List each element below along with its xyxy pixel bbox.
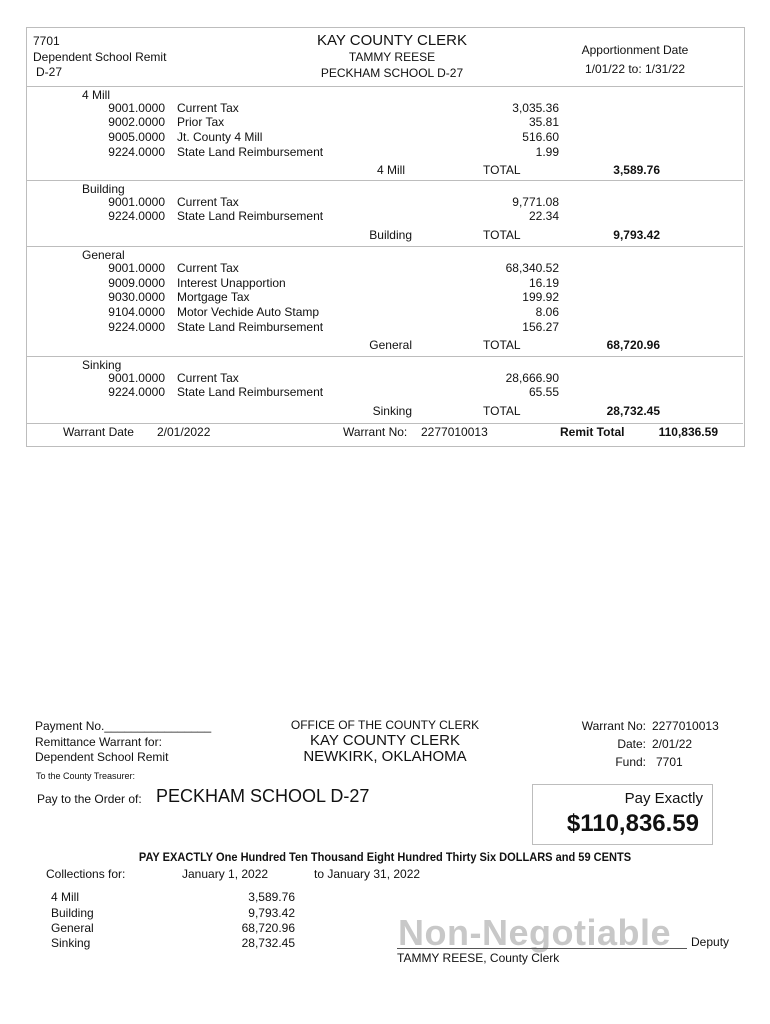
remit-id: 7701 xyxy=(33,34,60,48)
signer-name: TAMMY REESE, County Clerk xyxy=(397,951,560,965)
signature-line xyxy=(397,948,687,949)
line-item: 9005.0000 Jt. County 4 Mill 516.60 xyxy=(108,130,559,144)
warrant-date: 2/01/2022 xyxy=(157,425,211,439)
warrant-stub-date: 2/01/22 xyxy=(652,737,693,751)
line-item: 9224.0000 State Land Reimbursement 22.34 xyxy=(108,209,559,223)
collections-list xyxy=(0,890,330,954)
line-item: 9224.0000 State Land Reimbursement 1.99 xyxy=(108,145,559,159)
fund-total-row: General TOTAL 68,720.96 xyxy=(369,338,660,352)
pay-order-label: Pay to the Order of: xyxy=(37,792,142,806)
collection-amount: 9,793.42 xyxy=(248,906,295,920)
collections-to: to January 31, 2022 xyxy=(314,867,421,881)
office-title: OFFICE OF THE COUNTY CLERK xyxy=(290,718,480,732)
collections-from: January 1, 2022 xyxy=(182,867,269,881)
office-county: KAY COUNTY CLERK xyxy=(309,732,461,749)
apportionment-label: Apportionment Date xyxy=(581,43,689,57)
pay-exactly-label: Pay Exactly xyxy=(624,790,703,807)
fund-section-general xyxy=(0,248,770,356)
fund-total-row: Building TOTAL 9,793.42 xyxy=(369,228,660,242)
fund-section-sinking xyxy=(0,358,770,422)
deputy-label: Deputy xyxy=(691,935,730,949)
line-item: 9009.0000 Interest Unapportion 16.19 xyxy=(108,276,559,290)
non-negotiable-stamp: Non-Negotiable xyxy=(398,912,671,953)
line-item: 9001.0000 Current Tax 28,666.90 xyxy=(108,371,559,385)
line-item: 9224.0000 State Land Reimbursement 156.27 xyxy=(108,320,559,334)
remit-type: Dependent School Remit xyxy=(33,50,167,64)
remittance-for: Remittance Warrant for: xyxy=(35,735,162,749)
line-item: 9224.0000 State Land Reimbursement 65.55 xyxy=(108,385,559,399)
warrant-no: 2277010013 xyxy=(421,425,488,439)
line-item: 9002.0000 Prior Tax 35.81 xyxy=(108,115,559,129)
fund-name: General xyxy=(82,248,125,262)
fund-total-row: Sinking TOTAL 28,732.45 xyxy=(372,404,660,418)
fund-total-row: 4 Mill TOTAL 3,589.76 xyxy=(376,163,660,177)
payee-name: PECKHAM SCHOOL D-27 xyxy=(156,786,370,806)
remit-total-label: Remit Total xyxy=(560,425,625,439)
fund-name: Sinking xyxy=(82,358,122,372)
remittance-type: Dependent School Remit xyxy=(35,750,169,764)
treasurer-label: To the County Treasurer: xyxy=(36,771,136,781)
collection-fund: General xyxy=(51,921,94,935)
remit-total: 110,836.59 xyxy=(658,425,718,439)
amount-in-words: PAY EXACTLY One Hundred Ten Thousand Eight Hundred Thirty Six DOLLARS and 59 CENTS xyxy=(138,850,632,864)
collection-fund: Building xyxy=(51,906,94,920)
collections-label: Collections for: xyxy=(46,867,126,881)
line-item: 9001.0000 Current Tax 3,035.36 xyxy=(108,101,559,115)
collection-fund: Sinking xyxy=(51,936,91,950)
collection-amount: 3,589.76 xyxy=(248,890,295,904)
line-item: 9001.0000 Current Tax 68,340.52 xyxy=(108,261,559,275)
warrant-stub-date-label: Date: xyxy=(617,737,646,751)
amount-box xyxy=(532,784,713,845)
fund-section-building xyxy=(0,182,770,246)
payment-no: Payment No.________________ xyxy=(35,719,212,733)
warrant-stub-no-label: Warrant No: xyxy=(581,719,646,733)
pay-amount: $110,836.59 xyxy=(566,810,699,837)
line-item: 9104.0000 Motor Vechide Auto Stamp 8.06 xyxy=(108,305,559,319)
remit-district: D-27 xyxy=(36,65,63,79)
warrant-stub-fund-label: Fund: xyxy=(615,755,646,769)
fund-name: 4 Mill xyxy=(82,88,111,102)
warrant-stub-fund: 7701 xyxy=(656,755,683,769)
collection-amount: 68,720.96 xyxy=(241,921,295,935)
warrant-no-label: Warrant No: xyxy=(343,425,408,439)
collection-fund: 4 Mill xyxy=(51,890,80,904)
school-name: PECKHAM SCHOOL D-27 xyxy=(320,66,464,80)
fund-section-4-mill xyxy=(0,88,770,180)
warrant-date-label: Warrant Date xyxy=(63,425,134,439)
clerk-title: KAY COUNTY CLERK xyxy=(316,32,468,49)
office-city: NEWKIRK, OKLAHOMA xyxy=(303,748,467,765)
clerk-name: TAMMY REESE xyxy=(348,50,436,64)
fund-name: Building xyxy=(82,182,125,196)
collection-amount: 28,732.45 xyxy=(241,936,295,950)
line-item: 9030.0000 Mortgage Tax 199.92 xyxy=(108,290,559,304)
line-item: 9001.0000 Current Tax 9,771.08 xyxy=(108,195,559,209)
apportionment-range: 1/01/22 to: 1/31/22 xyxy=(584,62,686,76)
warrant-stub-no: 2277010013 xyxy=(652,719,719,733)
